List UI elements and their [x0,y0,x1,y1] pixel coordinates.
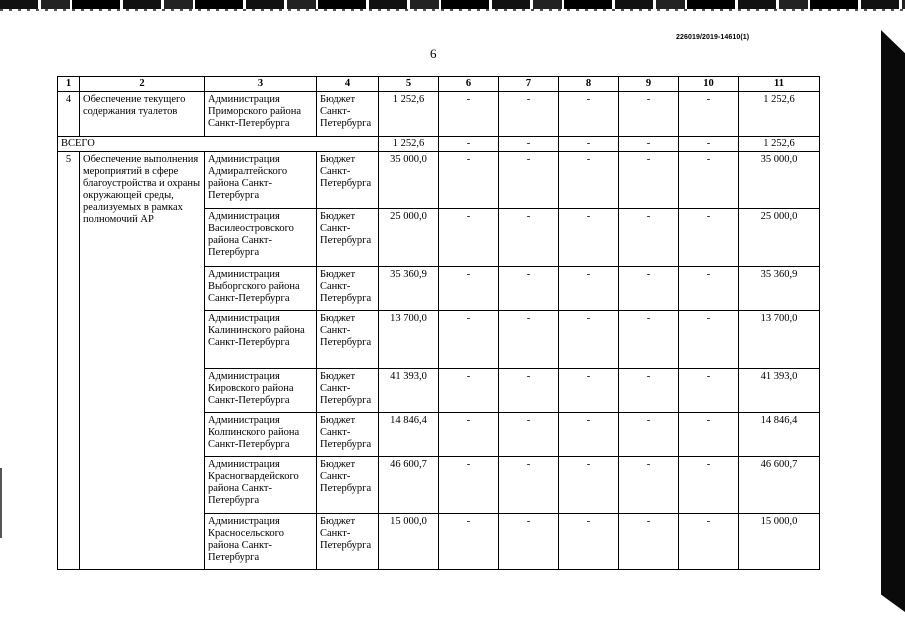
dash-cell: - [559,92,619,137]
admin-cell: Администрация Колпинского района Санкт-Петербурга [205,413,317,457]
dash-cell: - [679,514,739,570]
dash-cell: - [679,137,739,152]
document-id: 226019/2019-14610(1) [676,34,750,41]
table-row [58,92,820,137]
dash-cell: - [619,413,679,457]
amount-cell: 35 000,0 [379,152,439,209]
admin-cell: Администрация Красносельского района Санкт-Петербурга [205,514,317,570]
dash-cell: - [679,92,739,137]
source-cell: Бюджет Санкт-Петербурга [317,209,379,267]
total-amount-cell: 35 000,0 [739,152,820,209]
dash-cell: - [559,514,619,570]
dash-cell: - [499,209,559,267]
dash-cell: - [439,92,499,137]
dash-cell: - [439,514,499,570]
dash-cell: - [439,413,499,457]
dash-cell: - [619,152,679,209]
admin-cell: Администрация Василеостровского района Санкт-Петербурга [205,209,317,267]
amount-cell: 15 000,0 [379,514,439,570]
header-cell: 2 [80,77,205,92]
dash-cell: - [499,457,559,514]
header-cell: 4 [317,77,379,92]
header-cell: 10 [679,77,739,92]
header-cell: 3 [205,77,317,92]
header-cell: 6 [439,77,499,92]
source-cell: Бюджет Санкт-Петербурга [317,152,379,209]
dash-cell: - [619,92,679,137]
budget-table [57,76,820,570]
dash-cell: - [619,137,679,152]
dash-cell: - [559,413,619,457]
dash-cell: - [559,209,619,267]
scan-top-band-edge [0,9,905,11]
header-cell: 5 [379,77,439,92]
row-index: 5 [58,152,80,570]
dash-cell: - [679,457,739,514]
source-cell: Бюджет Санкт-Петербурга [317,413,379,457]
admin-cell: Администрация Калининского района Санкт-Петербурга [205,311,317,369]
header-cell: 9 [619,77,679,92]
dash-cell: - [439,457,499,514]
scan-top-band [0,0,905,9]
dash-cell: - [619,457,679,514]
dash-cell: - [499,137,559,152]
row-index: 4 [58,92,80,137]
amount-cell: 46 600,7 [379,457,439,514]
dash-cell: - [619,209,679,267]
dash-cell: - [559,137,619,152]
total-amount-cell: 35 360,9 [739,267,820,311]
total-row [58,137,820,152]
admin-cell: Администрация Приморского района Санкт-Петербурга [205,92,317,137]
dash-cell: - [499,413,559,457]
table-row [58,152,820,209]
dash-cell: - [439,209,499,267]
dash-cell: - [439,369,499,413]
admin-cell: Администрация Кировского района Санкт-Петербурга [205,369,317,413]
dash-cell: - [679,413,739,457]
amount-cell: 1 252,6 [379,137,439,152]
amount-cell: 25 000,0 [379,209,439,267]
total-label: ВСЕГО [58,137,379,152]
dash-cell: - [679,267,739,311]
total-amount-cell: 41 393,0 [739,369,820,413]
total-amount-cell: 25 000,0 [739,209,820,267]
dash-cell: - [559,152,619,209]
source-cell: Бюджет Санкт-Петербурга [317,514,379,570]
scan-side-mark [881,30,905,612]
dash-cell: - [679,369,739,413]
dash-cell: - [499,311,559,369]
dash-cell: - [439,137,499,152]
page-number: 6 [430,46,437,61]
dash-cell: - [439,311,499,369]
dash-cell: - [439,152,499,209]
dash-cell: - [559,369,619,413]
amount-cell: 13 700,0 [379,311,439,369]
dash-cell: - [499,152,559,209]
dash-cell: - [559,311,619,369]
amount-cell: 1 252,6 [379,92,439,137]
dash-cell: - [499,92,559,137]
dash-cell: - [439,267,499,311]
source-cell: Бюджет Санкт-Петербурга [317,92,379,137]
amount-cell: 35 360,9 [379,267,439,311]
header-cell: 1 [58,77,80,92]
dash-cell: - [679,152,739,209]
total-amount-cell: 14 846,4 [739,413,820,457]
source-cell: Бюджет Санкт-Петербурга [317,369,379,413]
dash-cell: - [679,209,739,267]
source-cell: Бюджет Санкт-Петербурга [317,267,379,311]
dash-cell: - [619,369,679,413]
source-cell: Бюджет Санкт-Петербурга [317,311,379,369]
total-amount-cell: 15 000,0 [739,514,820,570]
header-cell: 11 [739,77,820,92]
amount-cell: 41 393,0 [379,369,439,413]
total-amount-cell: 1 252,6 [739,92,820,137]
dash-cell: - [619,311,679,369]
dash-cell: - [619,267,679,311]
dash-cell: - [499,514,559,570]
dash-cell: - [559,457,619,514]
dash-cell: - [619,514,679,570]
total-amount-cell: 46 600,7 [739,457,820,514]
dash-cell: - [499,369,559,413]
header-cell: 7 [499,77,559,92]
header-row [58,77,820,92]
admin-cell: Администрация Адмиралтейского района Санкт-Петербурга [205,152,317,209]
admin-cell: Администрация Красногвардейского района Санкт-Петербурга [205,457,317,514]
dash-cell: - [499,267,559,311]
source-cell: Бюджет Санкт-Петербурга [317,457,379,514]
header-cell: 8 [559,77,619,92]
total-amount-cell: 13 700,0 [739,311,820,369]
dash-cell: - [679,311,739,369]
activity-cell: Обеспечение выполнения мероприятий в сфере благоустройства и охраны окружающей среды, реализуемых в рамках полномочий АР [80,152,205,570]
activity-cell: Обеспечение текущего содержания туалетов [80,92,205,137]
amount-cell: 14 846,4 [379,413,439,457]
admin-cell: Администрация Выборгского района Санкт-Петербурга [205,267,317,311]
dash-cell: - [559,267,619,311]
total-amount-cell: 1 252,6 [739,137,820,152]
scan-left-mark [0,468,2,538]
